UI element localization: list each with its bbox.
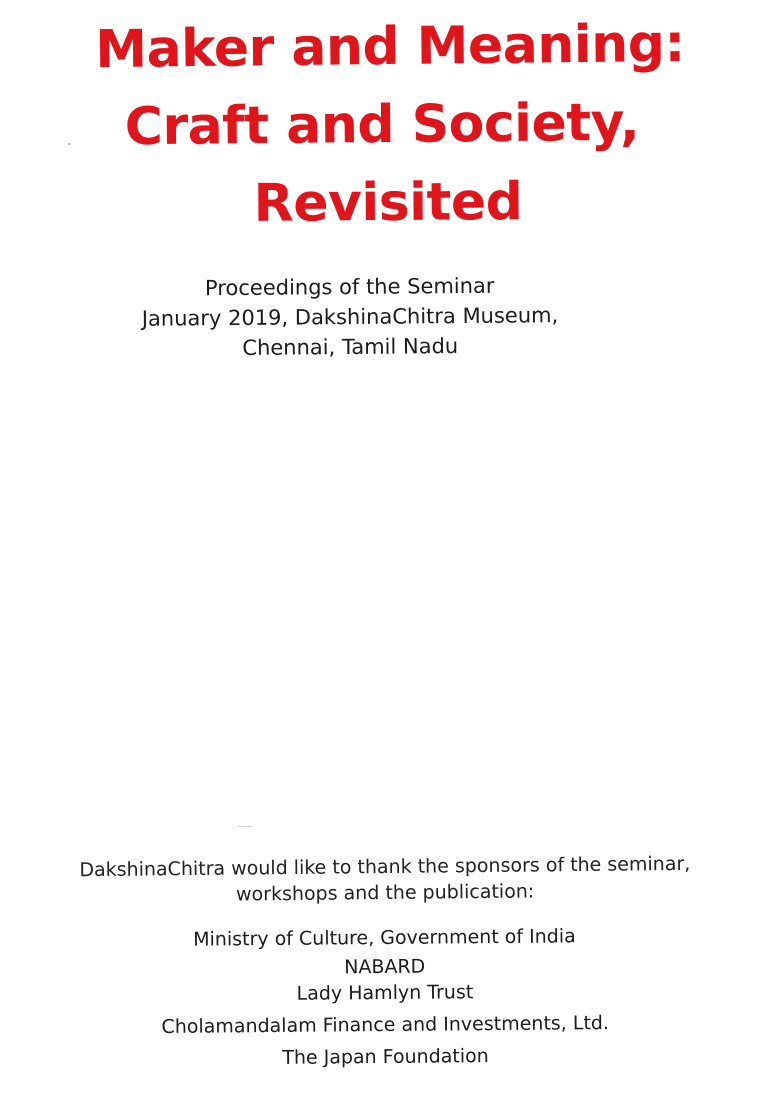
sponsor-item: Cholamandalam Finance and Investments, Ltd. (161, 1012, 610, 1038)
proceedings-line-1: Proceedings of the Seminar (204, 273, 495, 301)
acknowledgement-line-2: workshops and the publication: (235, 880, 535, 906)
proceedings-info (0, 269, 700, 365)
title-line-1: Maker and Meaning: (94, 13, 686, 81)
title-line-2: Craft and Society, (124, 92, 640, 158)
paper-speck (68, 143, 71, 145)
sponsor-item: NABARD (344, 955, 426, 979)
proceedings-line-2: January 2019, DakshinaChitra Museum, (141, 303, 559, 331)
sponsor-list (0, 921, 771, 1076)
title-line-3: Revisited (253, 172, 523, 234)
sponsor-item: The Japan Foundation (282, 1045, 489, 1069)
proceedings-line-3: Chennai, Tamil Nadu (242, 334, 459, 360)
book-title (0, 8, 780, 242)
sponsor-item: Ministry of Culture, Government of India (193, 925, 576, 951)
paper-speck (238, 826, 252, 827)
acknowledgement-text (0, 850, 770, 910)
sponsor-item: Lady Hamlyn Trust (296, 981, 474, 1005)
acknowledgement-line-1: DakshinaChitra would like to thank the sponsors of the seminar, (79, 852, 691, 882)
